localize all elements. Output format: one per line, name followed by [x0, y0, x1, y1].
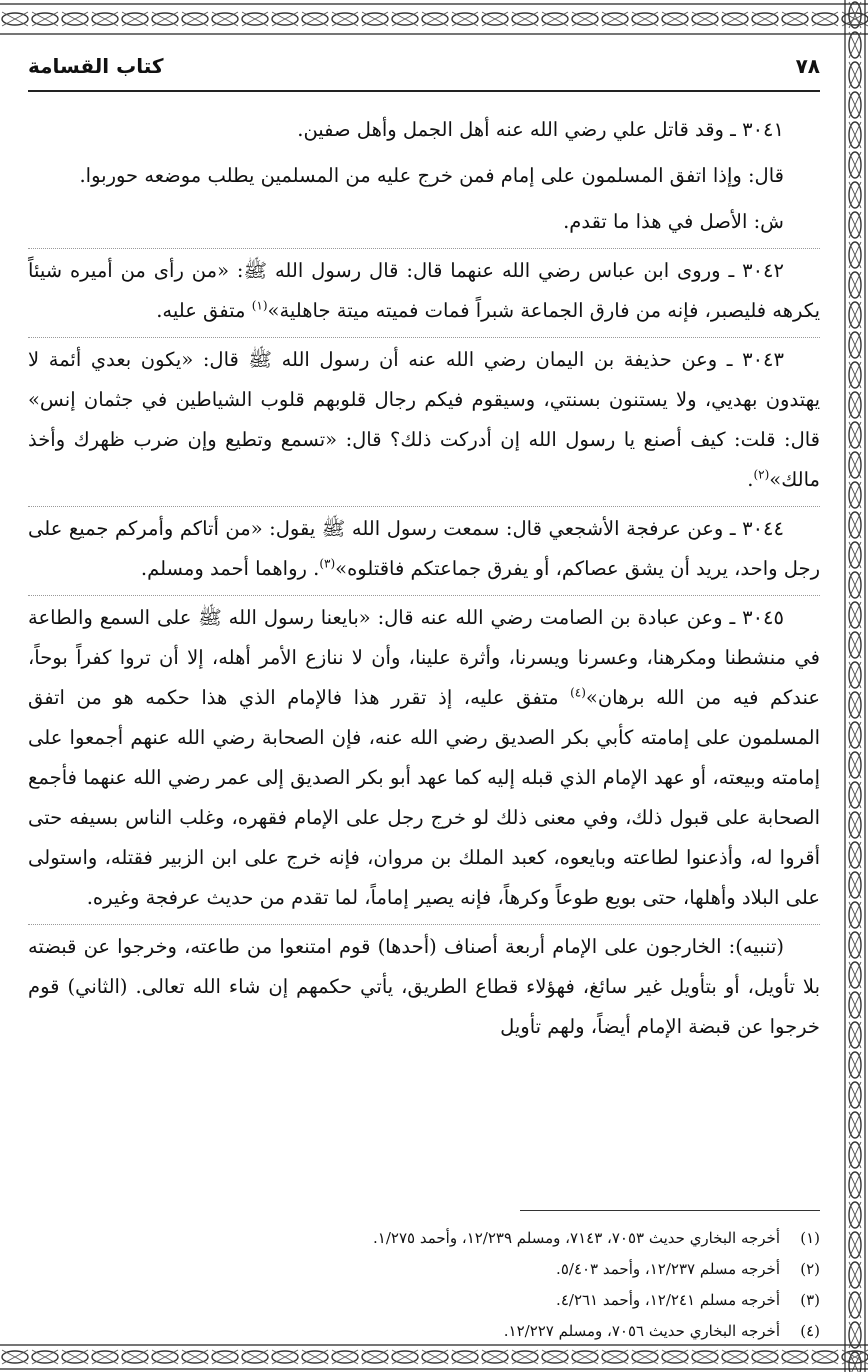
- footnotes-section: [28, 1200, 820, 1347]
- footnote-number: (٤): [800, 1322, 820, 1340]
- paragraph-text: قال: وإذا اتفق المسلمون على إمام فمن خرج عليه من المسلمين يطلب موضعه حوربوا.: [79, 164, 784, 187]
- paragraph-text: ٣٠٤٥ ـ وعن عبادة بن الصامت رضي الله عنه قال: «بايعنا رسول الله ﷺ على السمع والطاعة في منشطنا ومكرهنا، وعسرنا ويسرنا، وأثرة علينا، وأن لا ننازع الأمر أهله، إلا أن تروا كفراً بوحاً، عندكم فيه من الله برهان»: [28, 606, 820, 709]
- book-page: [28, 40, 820, 1340]
- paragraph-text: ٣٠٤١ ـ وقد قاتل علي رضي الله عنه أهل الجمل وأهل صفين.: [297, 118, 784, 141]
- footnote-number: (١): [800, 1229, 820, 1247]
- footnote-item: [28, 1223, 820, 1254]
- footnote-item: [28, 1254, 820, 1285]
- page-header: [28, 40, 820, 92]
- paragraph-text: متفق عليه.: [156, 299, 252, 322]
- ornamental-border-top: [0, 0, 868, 36]
- footnote-ref[interactable]: (١): [251, 298, 268, 313]
- paragraph-text: .: [747, 468, 754, 491]
- ornamental-border-right: [842, 0, 868, 1372]
- paragraph-rule: [28, 156, 820, 196]
- paragraph-text: ش: الأصل في هذا ما تقدم.: [563, 210, 784, 233]
- paragraph-3044: [28, 506, 820, 589]
- paragraph-text: . رواهما أحمد ومسلم.: [140, 557, 320, 580]
- paragraph-text: ٣٠٤٣ ـ وعن حذيفة بن اليمان رضي الله عنه أن رسول الله ﷺ قال: «يكون بعدي أئمة لا يهتدون بهديي، ولا يستنون بسنتي، وسيقوم فيكم رجال قلوبهم قلوب الشياطين في جثمان إنس» قال: قلت: كيف أصنع يا رسول الله إن أدركت ذلك؟ قال: «تسمع وتطيع وإن ضرب ظهرك وأخذ مالك»: [28, 348, 820, 491]
- footnote-number: (٣): [800, 1291, 820, 1309]
- page-number: ٧٨: [795, 54, 820, 78]
- main-text: [28, 110, 820, 1047]
- paragraph-3043: [28, 337, 820, 500]
- footnote-text: أخرجه مسلم ١٢/٢٣٧، وأحمد ٥/٤٠٣.: [556, 1260, 780, 1278]
- paragraph-3045: [28, 595, 820, 918]
- paragraph-note: [28, 924, 820, 1047]
- footnote-ref[interactable]: (٢): [753, 467, 770, 482]
- paragraph-text: ٣٠٤٤ ـ وعن عرفجة الأشجعي قال: سمعت رسول الله ﷺ يقول: «من أتاكم وأمركم جميع على رجل واحد، يريد أن يشق عصاكم، أو يفرق جماعتكم فاقتلوه»: [28, 517, 820, 580]
- paragraph-text: ٣٠٤٢ ـ وروى ابن عباس رضي الله عنهما قال: قال رسول الله ﷺ: «من رأى من أميره شيئاً يكرهه فليصبر، فإنه من فارق الجماعة شبراً فمات فميته ميتة جاهلية»: [28, 259, 820, 322]
- footnote-item: [28, 1285, 820, 1316]
- footnote-item: [28, 1316, 820, 1347]
- footnote-ref[interactable]: (٤): [570, 685, 586, 700]
- running-title: كتاب القسامة: [28, 54, 164, 78]
- footnote-number: (٢): [800, 1260, 820, 1278]
- footnote-separator: [520, 1210, 820, 1217]
- footnote-list: [28, 1223, 820, 1347]
- footnote-text: أخرجه البخاري حديث ٧٠٥٦، ومسلم ١٢/٢٢٧.: [503, 1322, 780, 1340]
- paragraph-text: متفق عليه، إذ تقرر هذا فالإمام الذي هذا حكمه هو من اتفق المسلمون على إمامته كأبي بكر الصديق رضي الله عنه، فإن الصحابة رضي الله عنهم أجمعوا على إمامته وبيعته، أو عهد الإمام الذي قبله إليه كما عهد أبو بكر الصديق إلى عمر رضي الله عنهما فأجمع الصحابة على قبول ذلك، وفي معنى ذلك لو خرج رجل على الإمام فقهره، وغلب الناس بسيفه حتى أقروا له، وأذعنوا لطاعته وبايعوه، كعبد الملك بن مروان، فإنه خرج على ابن الزبير فقتله، واستولى على البلاد وأهلها، حتى بويع طوعاً وكرهاً، فإنه يصير إماماً، لما تقدم من حديث عرفجة وغيره.: [28, 686, 820, 909]
- paragraph-text: (تنبيه): الخارجون على الإمام أربعة أصناف (أحدها) قوم امتنعوا من طاعته، وخرجوا عن قبضته بلا تأويل، أو بتأويل غير سائغ، فهؤلاء قطاع الطريق، يأتي حكمهم إن شاء الله تعالى. (الثاني) قوم خرجوا عن قبضة الإمام أيضاً، ولهم تأويل: [28, 935, 820, 1038]
- paragraph-3041: [28, 110, 820, 150]
- paragraph-3042: [28, 248, 820, 331]
- paragraph-commentary: [28, 202, 820, 242]
- footnote-text: أخرجه البخاري حديث ٧٠٥٣، ٧١٤٣، ومسلم ١٢/٢٣٩، وأحمد ١/٢٧٥.: [373, 1229, 780, 1247]
- footnote-text: أخرجه مسلم ١٢/٢٤١، وأحمد ٤/٢٦١.: [556, 1291, 780, 1309]
- footnote-ref[interactable]: (٣): [319, 556, 336, 571]
